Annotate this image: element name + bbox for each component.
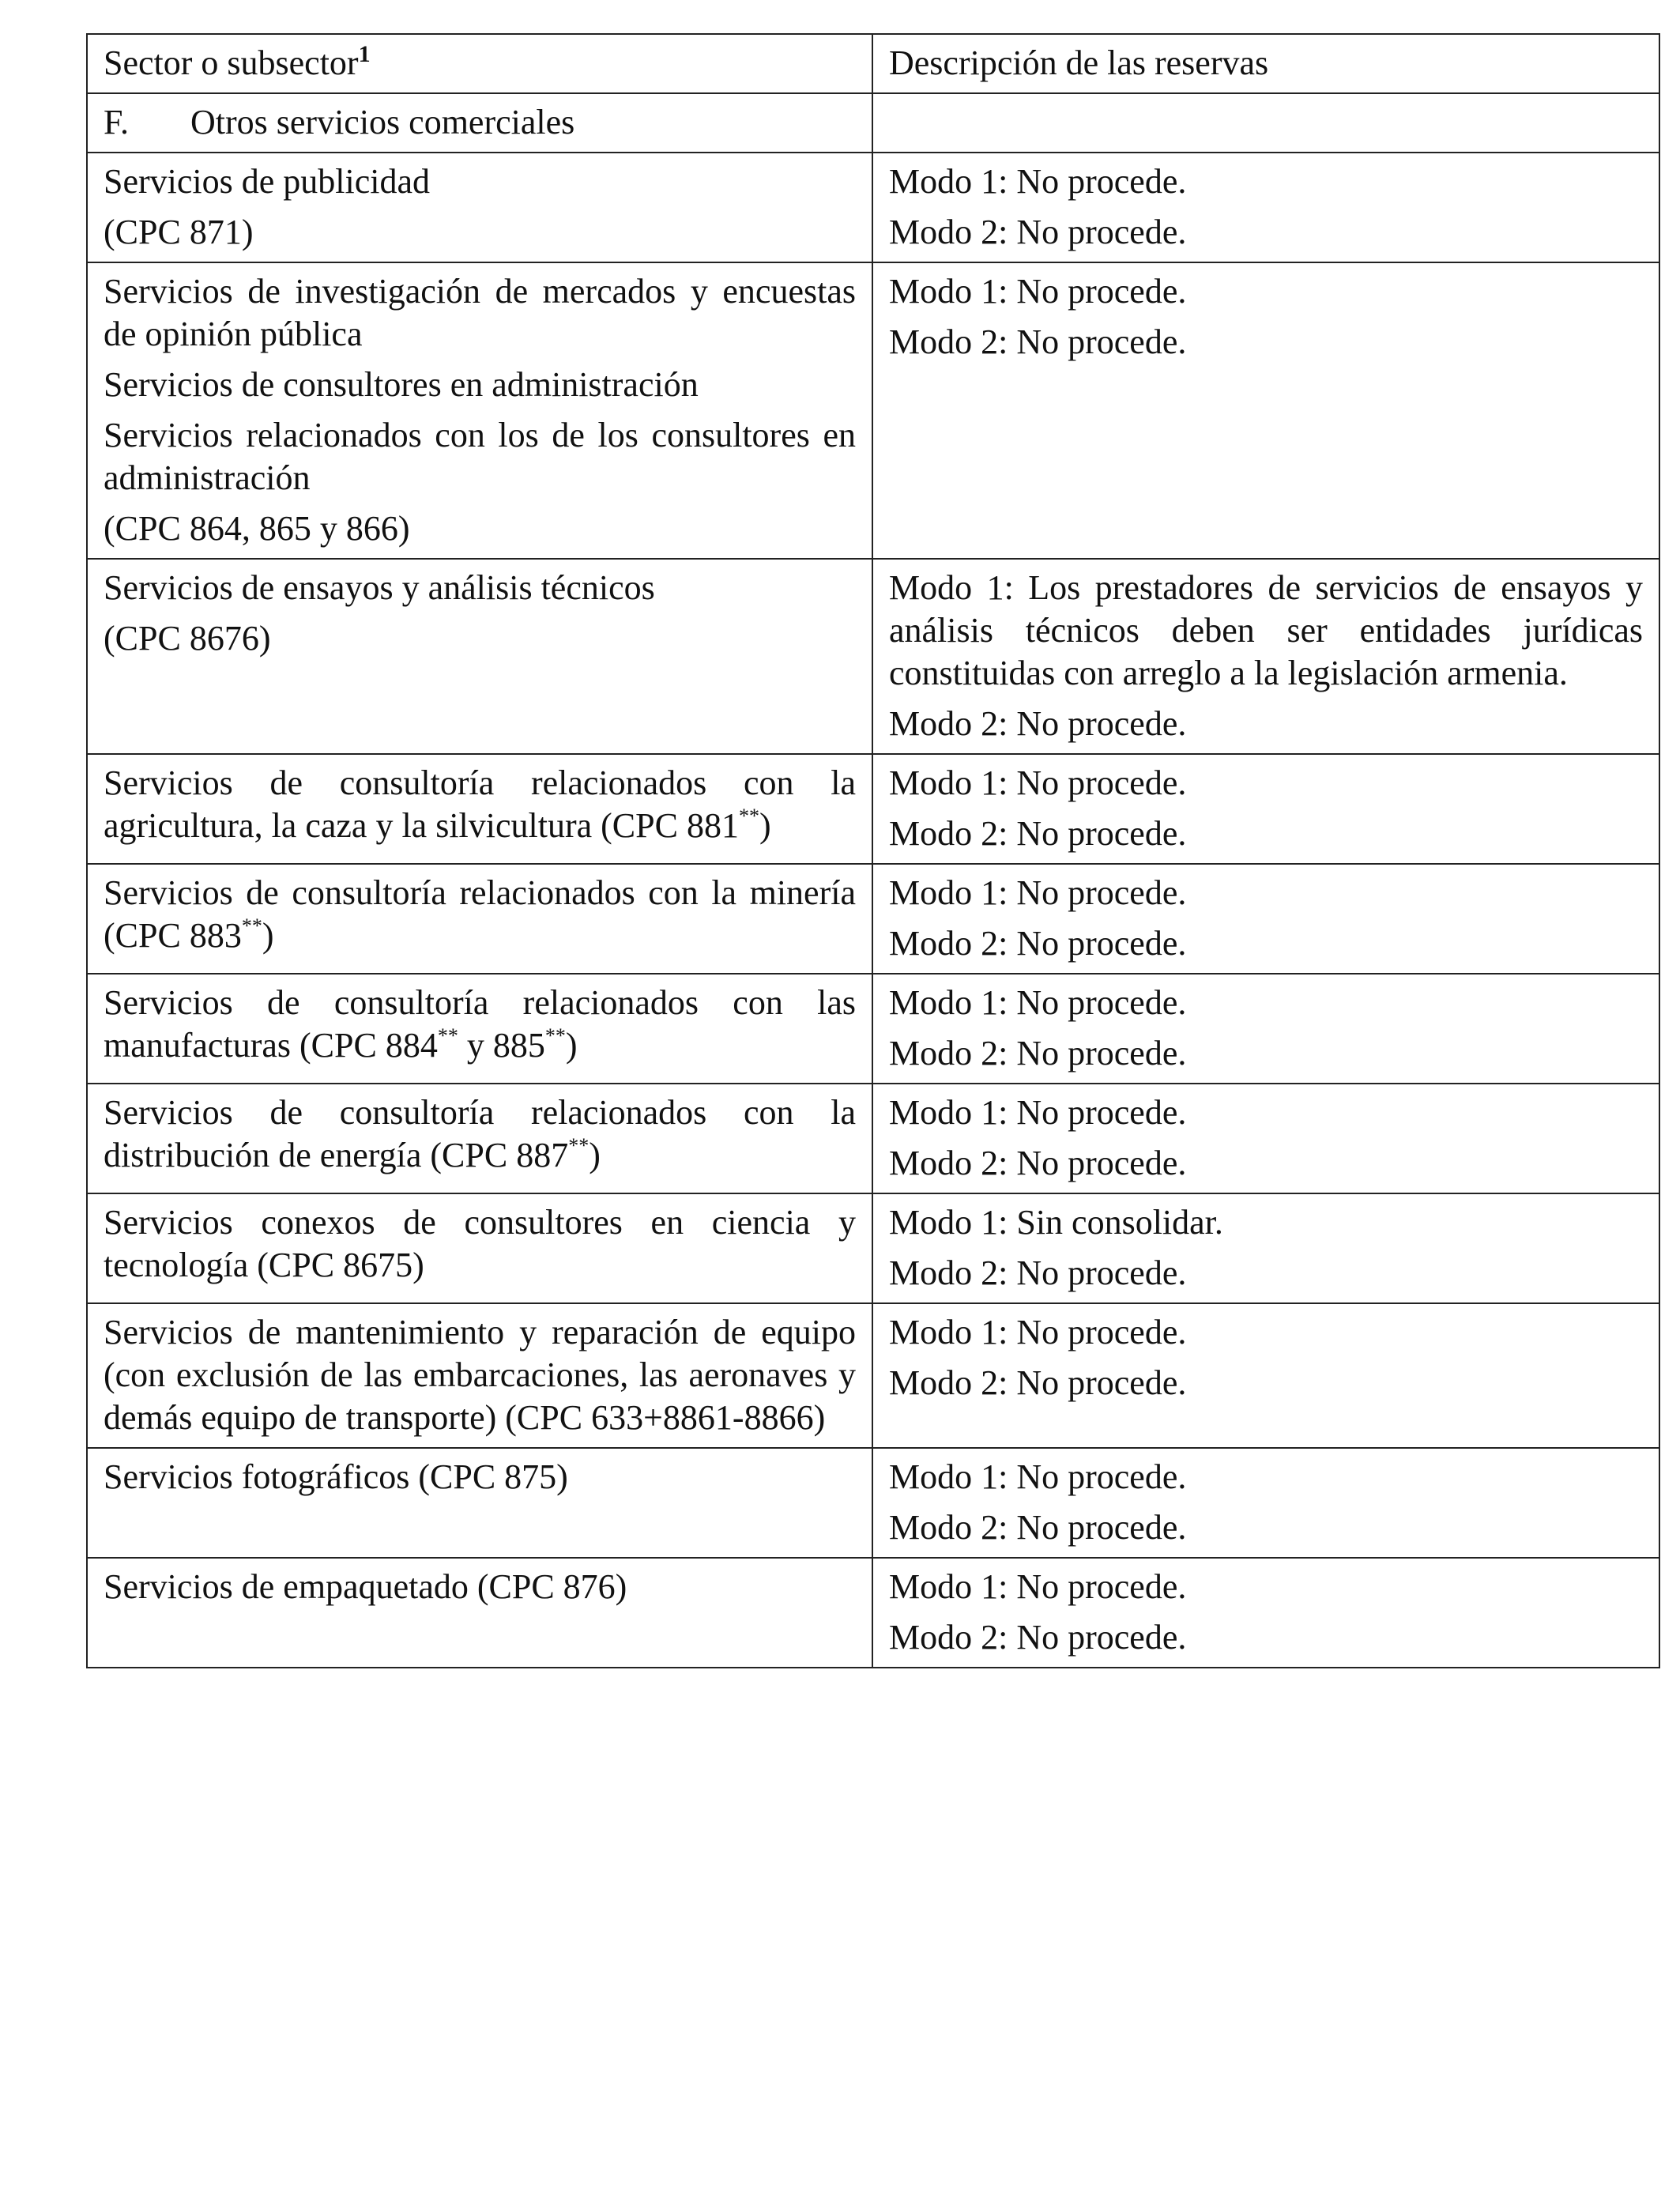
mode-1-text: Modo 1: No procede. [889,1313,1187,1351]
sector-cell [87,1193,872,1303]
mode-2-text: Modo 2: No procede. [889,814,1187,853]
footnote-mark: ** [568,1134,590,1157]
mode-1-text: Modo 1: No procede. [889,873,1187,912]
mode-2-text: Modo 2: No procede. [889,1618,1187,1657]
description-cell [872,1558,1659,1668]
sector-text: Servicios de publicidad [104,162,431,201]
description-cell [872,153,1659,262]
section-empty-cell [872,93,1659,153]
description-cell [872,1303,1659,1448]
sector-text: Servicios de mantenimiento y reparación de equipo (con exclusión de las embarcaciones, las aeronaves y demás equipo de transporte) (CPC 633+8861-8866) [104,1313,856,1437]
table-row [87,1558,1659,1668]
header-sector-cell [87,34,872,93]
sector-text: Servicios relacionados con los de los consultores en administración [104,416,856,497]
sector-cell [87,754,872,864]
mode-2-text: Modo 2: No procede. [889,1253,1187,1292]
sector-cell [87,864,872,974]
sector-cell [87,153,872,262]
sector-text [104,762,856,847]
mode-1-text: Modo 1: No procede. [889,983,1187,1022]
mode-2-text: Modo 2: No procede. [889,1144,1187,1182]
sector-text-part: Servicios de consultoría relacionados con la distribución de energía (CPC 887 [104,1093,856,1174]
section-title-cell [87,93,872,153]
header-sector-label: Sector o subsector [104,43,359,82]
table-row [87,754,1659,864]
mode-2-text: Modo 2: No procede. [889,1034,1187,1072]
mode-1-text: Modo 1: No procede. [889,1457,1187,1496]
description-cell [872,864,1659,974]
section-title: Otros servicios comerciales [190,103,575,141]
mode-2-text: Modo 2: No procede. [889,1508,1187,1547]
sector-text [104,982,856,1067]
sector-text-part: Servicios de consultoría relacionados con la agricultura, la caza y la silvicultura (CPC 881 [104,763,856,845]
sector-cell [87,559,872,754]
description-cell [872,1448,1659,1558]
section-letter: F. [104,103,129,141]
sector-text-part: ) [262,916,274,955]
sector-text [104,872,856,957]
sector-text: Servicios de consultores en administración [104,365,699,404]
sector-text: Servicios de empaquetado (CPC 876) [104,1567,627,1606]
description-cell [872,974,1659,1084]
header-description-cell [872,34,1659,93]
header-footnote-mark: 1 [358,41,371,67]
table-row [87,1084,1659,1193]
table-row [87,864,1659,974]
mode-2-text: Modo 2: No procede. [889,322,1187,361]
mode-1-text: Modo 1: No procede. [889,763,1187,802]
table-row [87,153,1659,262]
sector-cell [87,1084,872,1193]
table-row [87,1303,1659,1448]
sector-text: Servicios de investigación de mercados y encuestas de opinión pública [104,272,856,353]
sector-text-part: ) [589,1136,601,1174]
sector-text-part: ) [759,806,771,845]
sector-text-part: Servicios de consultoría relacionados con las manufacturas (CPC 884 [104,983,856,1065]
sector-text [104,1091,856,1177]
table-row [87,559,1659,754]
table-header-row [87,34,1659,93]
sector-code: (CPC 871) [104,213,254,251]
footnote-mark: ** [544,1024,566,1047]
sector-code: (CPC 864, 865 y 866) [104,509,410,548]
mode-2-text: Modo 2: No procede. [889,704,1187,743]
mode-1-text: Modo 1: Los prestadores de servicios de ensayos y análisis técnicos deben ser entidades jurídicas constituidas con arreglo a la legislación armenia. [889,568,1643,692]
table-row [87,262,1659,559]
sector-cell [87,1448,872,1558]
footnote-mark: ** [241,914,262,937]
mode-1-text: Modo 1: No procede. [889,272,1187,311]
sector-cell [87,974,872,1084]
footnote-mark: ** [738,805,759,827]
table-row [87,1448,1659,1558]
sector-text: Servicios conexos de consultores en ciencia y tecnología (CPC 8675) [104,1203,856,1284]
mode-1-text: Modo 1: No procede. [889,162,1187,201]
mode-1-text: Modo 1: No procede. [889,1567,1187,1606]
sector-cell [87,1558,872,1668]
description-cell [872,559,1659,754]
mode-1-text: Modo 1: No procede. [889,1093,1187,1132]
sector-cell [87,1303,872,1448]
description-cell [872,754,1659,864]
sector-cell [87,262,872,559]
sector-text: Servicios de ensayos y análisis técnicos [104,568,655,607]
sector-text: Servicios fotográficos (CPC 875) [104,1457,568,1496]
sector-code: (CPC 8676) [104,619,271,658]
description-cell [872,1193,1659,1303]
section-row [87,93,1659,153]
footnote-mark: ** [437,1024,458,1047]
sector-text-part: Servicios de consultoría relacionados con la minería (CPC 883 [104,873,856,955]
mode-2-text: Modo 2: No procede. [889,1363,1187,1402]
sector-text-part: y 885 [458,1026,545,1065]
table-row [87,1193,1659,1303]
mode-2-text: Modo 2: No procede. [889,924,1187,963]
mode-2-text: Modo 2: No procede. [889,213,1187,251]
description-cell [872,1084,1659,1193]
header-description-label: Descripción de las reservas [889,43,1269,82]
description-cell [872,262,1659,559]
reservations-table [86,33,1660,1668]
sector-text-part: ) [565,1026,578,1065]
mode-1-text: Modo 1: Sin consolidar. [889,1203,1223,1242]
table-row [87,974,1659,1084]
